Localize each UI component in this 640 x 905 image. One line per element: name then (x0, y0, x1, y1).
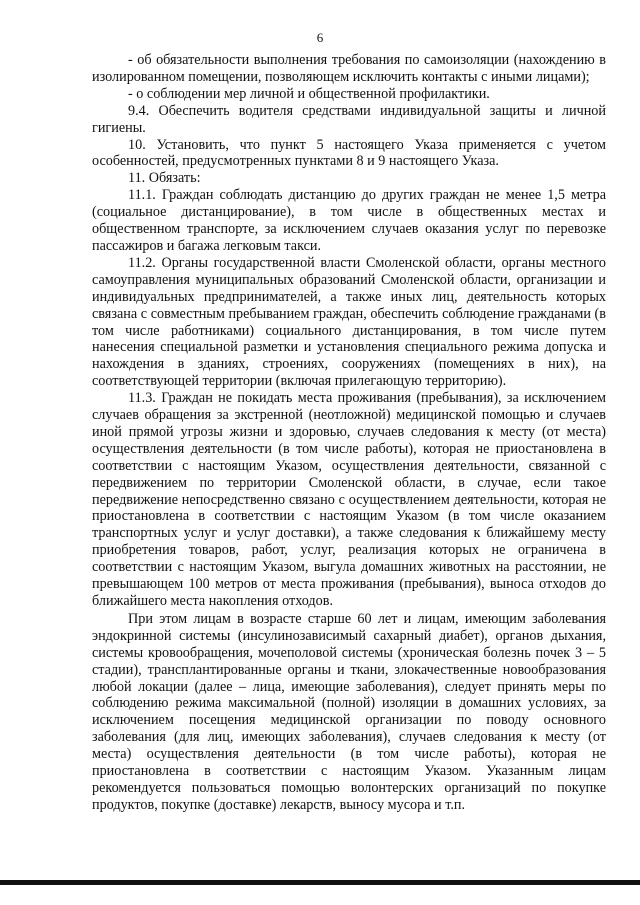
paragraph-isolation-requirement: - об обязательности выполнения требования по самоизоляции (нахождению в изолированном помещении, позволяющем исключить контакты с иными лицами); (92, 52, 606, 85)
paragraph-risk-groups: При этом лицам в возрасте старше 60 лет и лицам, имеющим заболевания эндокринной системы (инсулинозависимый сахарный диабет), органов дыхания, системы кровообращения, мочеполовой системы (хроническая болезнь почек 3 – 5 стадии), трансплантированные органы и ткани, злокачественные новообразования любой локации (далее – лица, имеющие заболевания), следует принять меры по соблюдению режима максимальной (полной) изоляции в домашних условиях, за исключением посещения медицинской организации по поводу основного заболевания (для лиц, имеющих заболевания), случаев следования к месту (от места) осуществления деятельности (в том числе работы), которая не приостановлена в соответствии с настоящим Указом. Указанным лицам рекомендуется пользоваться помощью волонтерских организаций по покупке продуктов, покупке (доставке) лекарств, выносу мусора и т.п. (92, 610, 606, 813)
paragraph-11-1: 11.1. Граждан соблюдать дистанцию до других граждан не менее 1,5 метра (социальное дистанцирование), в том числе в общественных местах и общественном транспорте, за исключением случаев оказания услуг по перевозке пассажиров и багажа легковым такси. (92, 187, 606, 254)
paragraph-10: 10. Установить, что пункт 5 настоящего Указа применяется с учетом особенностей, предусмотренных пунктами 8 и 9 настоящего Указа. (92, 136, 606, 170)
paragraph-11: 11. Обязать: (128, 170, 201, 187)
paragraph-11-2: 11.2. Органы государственной власти Смоленской области, органы местного самоуправления муниципальных образований Смоленской области, организации и индивидуальных предпринимателей, а также иных лиц, деятельность которых связана с совместным пребыванием граждан, обеспечить соблюдение гражданами (в том числе работниками) социального дистанцирования, в том числе путем нанесения специальной разметки и установления специального режима допуска и нахождения в зданиях, строениях, сооружениях (помещениях в них), на соответствующей территории (включая прилегающую территорию). (92, 254, 606, 390)
bottom-border (0, 880, 640, 885)
page-number: 6 (316, 30, 324, 45)
paragraph-prevention-measures: - о соблюдении мер личной и общественной профилактики. (128, 85, 490, 102)
paragraph-9-4: 9.4. Обеспечить водителя средствами индивидуальной защиты и личной гигиены. (92, 102, 606, 136)
document-body (92, 52, 606, 814)
paragraph-11-3: 11.3. Граждан не покидать места проживания (пребывания), за исключением случаев обращения за экстренной (неотложной) медицинской помощью и случаев иной прямой угрозы жизни и здоровью, случаев следования к месту (от места) осуществления деятельности (в том числе работы), которая не приостановлена в соответствии с настоящим Указом, осуществления деятельности, связанной с передвижением по территории Смоленской области, в случае, если такое передвижение непосредственно связано с осуществлением деятельности, которая не приостановлена в соответствии с настоящим Указом (в том числе оказанием транспортных услуг и услуг доставки), а также следования к ближайшему месту приобретения товаров, работ, услуг, реализация которых не ограничена в соответствии с настоящим Указом, выгула домашних животных на расстоянии, не превышающем 100 метров от места проживания (пребывания), выноса отходов до ближайшего места накопления отходов. (92, 390, 606, 609)
